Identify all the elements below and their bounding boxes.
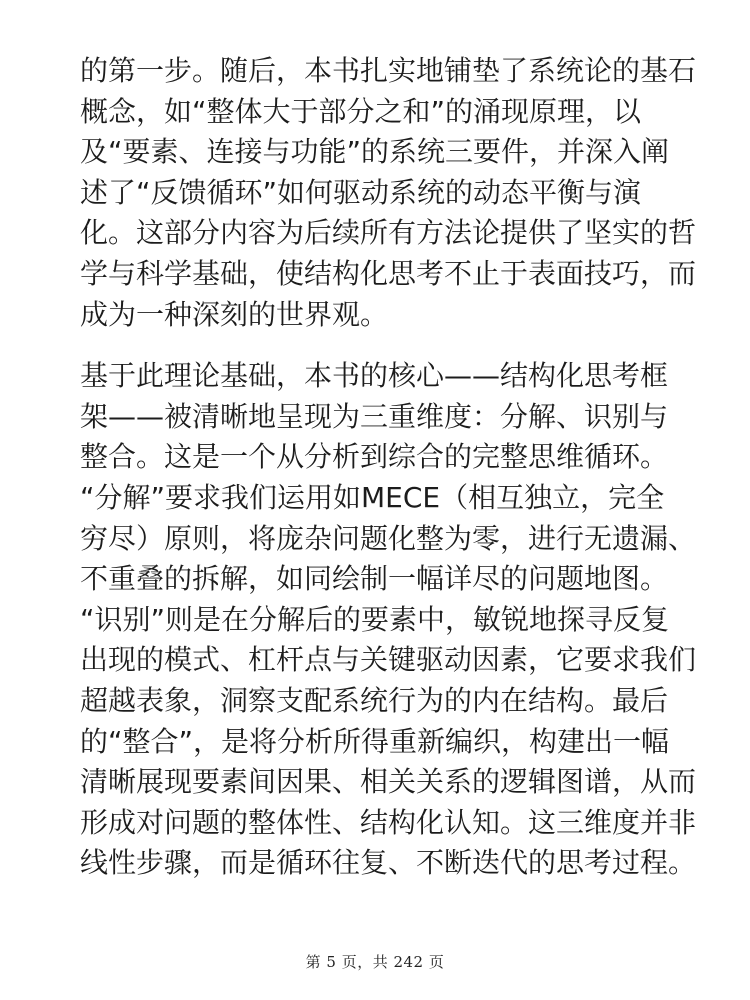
text-line: “分解”要求我们运用如MECE（相互独立，完全 [80, 480, 665, 514]
text-line: 基于此理论基础，本书的核心——结构化思考框 [80, 359, 669, 393]
body-text [80, 51, 697, 884]
text-line: 形成对问题的整体性、结构化认知。这三维度并非 [80, 805, 697, 839]
text-line: “识别”则是在分解后的要素中，敏锐地探寻反复 [80, 602, 670, 636]
text-line: 述了“反馈循环”如何驱动系统的动态平衡与演 [80, 175, 642, 209]
text-line: 出现的模式、杠杆点与关键驱动因素，它要求我们 [80, 643, 697, 677]
text-line: 架——被清晰地呈现为三重维度：分解、识别与 [80, 399, 669, 433]
text-line: 成为一种深刻的世界观。 [80, 297, 389, 331]
text-line: 清晰展现要素间因果、相关关系的逻辑图谱，从而 [80, 765, 697, 799]
text-line: 的第一步。随后，本书扎实地铺垫了系统论的基石 [80, 54, 697, 87]
text-line: 学与科学基础，使结构化思考不止于表面技巧，而 [80, 256, 697, 290]
paragraph-1 [80, 51, 697, 335]
text-line: 超越表象，洞察支配系统行为的内在结构。最后 [80, 683, 669, 717]
text-line: 不重叠的拆解，如同绘制一幅详尽的问题地图。 [80, 562, 669, 596]
text-line: 穷尽）原则，将庞杂问题化整为零，进行无遗漏、 [80, 521, 697, 555]
text-line: 的“整合”，是将分析所得重新编织，构建出一幅 [80, 724, 670, 758]
text-line: 整合。这是一个从分析到综合的完整思维循环。 [80, 440, 669, 474]
paragraph-2 [80, 356, 697, 884]
page-number-footer: 第 5 页，共 242 页 [305, 953, 445, 971]
text-line: 化。这部分内容为后续所有方法论提供了坚实的哲 [80, 216, 697, 250]
text-line: 线性步骤，而是循环往复、不断迭代的思考过程。 [80, 846, 697, 880]
text-line: 及“要素、连接与功能”的系统三要件，并深入阐 [80, 135, 670, 169]
text-line: 概念，如“整体大于部分之和”的涌现原理，以 [80, 94, 642, 128]
